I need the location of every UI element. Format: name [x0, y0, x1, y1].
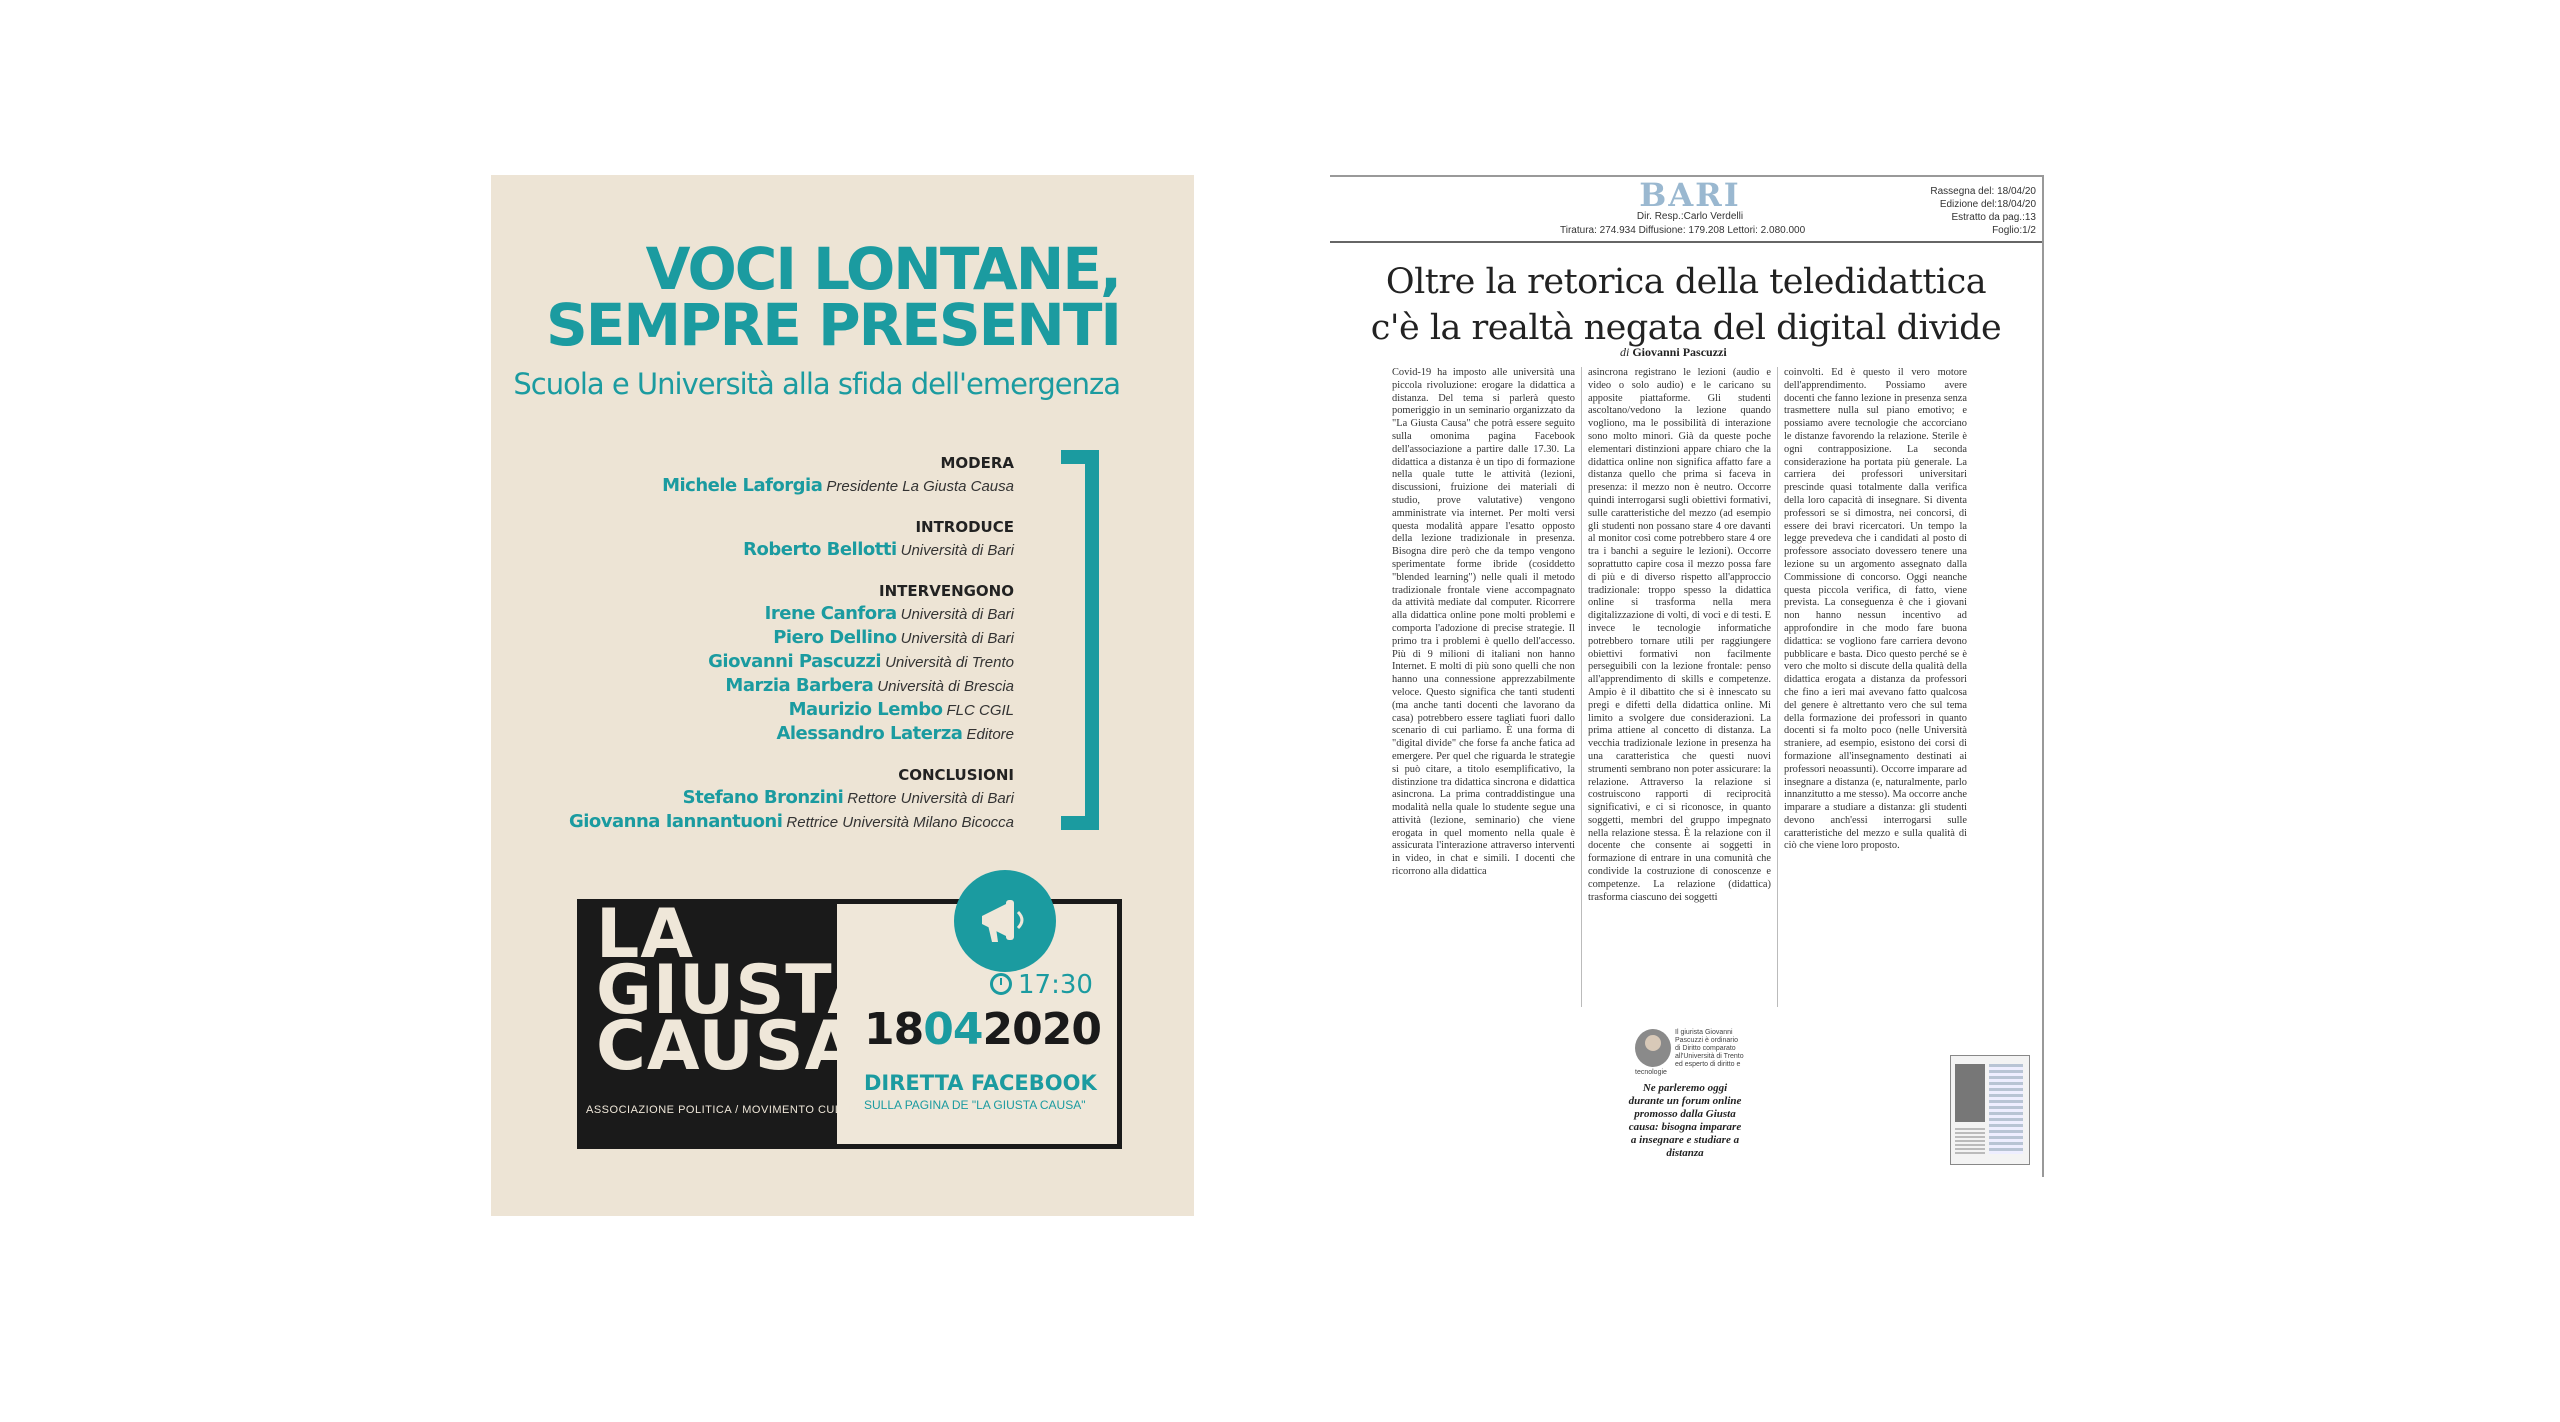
divider [1330, 241, 2042, 243]
live-title: DIRETTA FACEBOOK [864, 1071, 1097, 1095]
speaker [494, 538, 1014, 562]
article-byline [1620, 345, 1727, 360]
date-year: 2020 [982, 1004, 1101, 1055]
rassegna-line: Foglio:1/2 [1992, 225, 2036, 236]
byline-prefix: di [1620, 345, 1630, 359]
speaker [494, 474, 1014, 498]
article-column-2: asincrona registrano le lezioni (audio e video o solo audio) e le caricano su apposite piattaforme. Gli studenti ascoltano/vedono la lezione quando vogliono, ma le possibilità di interazione sono molto minori. Già da queste poche elementari distinzioni appare chiaro che la didattica online non significa affatto fare a distanza quello che prima si faceva in presenza: il mezzo non è neutro. Occorre quindi interrogarsi sugli obiettivi formativi, sulle caratteristiche del mezzo (ad esempio gli studenti non possano stare 4 ore davanti al monitor così come potrebbero stare 4 ore tra i banchi a seguire le lezioni). Occorre soprattutto capire cosa il mezzo possa fare di più e di diverso rispetto all'approccio tradizionale: troppo spesso la didattica online si trasforma nella mera digitalizzazione di volti, di voci e di testi. E invece le tecnologie informatiche potrebbero tornare utili per raggiungere obiettivi formativi non facilmente perseguibili con la lezione frontale: penso all'apprendimento di skills e competenze. Ampio è il dibattito che si è innescato su pregi e difetti della didattica online. Mi limito a svolgere due considerazioni. La prima attiene al concetto di distanza. La vecchia tradizionale lezione in presenza ha una caratteristica che questi nuovi strumenti sembrano non poter assicurare: la relazione. Attraverso la relazione si costruiscono rapporti di reciprocità significativi, e ci si riconosce, in quanto soggetti, membri del gruppo impegnato nella relazione stessa. È la relazione con il docente che consente ai soggetti in formazione di entrare in una comunità che condivide la costruzione di conoscenze e competenze. La relazione (didattica) trasforma ciascuno dei soggetti [1588, 367, 1771, 903]
date-month: 04 [923, 1004, 983, 1055]
speaker-name: Michele Laforgia [662, 475, 823, 496]
logo-word-2: GIUSTA [596, 951, 882, 1030]
speaker-affiliation: Presidente La Giusta Causa [826, 478, 1014, 495]
masthead-title: BARI [1639, 176, 1741, 214]
role-heading: CONCLUSIONI [898, 766, 1014, 784]
poster-subtitle: Scuola e Università alla sfida dell'emergenza [513, 367, 1120, 401]
speaker [494, 698, 1014, 722]
role-group-introduce [494, 516, 1014, 562]
speaker [494, 674, 1014, 698]
caption-text: Il giurista Giovanni Pascuzzi è ordinario di Diritto comparato all'Università di Trento ed esperto di diritto e tecnologie [1635, 1029, 1744, 1076]
speaker-affiliation: Università di Bari [900, 606, 1014, 623]
event-date [864, 1004, 1101, 1055]
column-divider [1777, 367, 1778, 1007]
speaker [494, 650, 1014, 674]
event-poster [491, 175, 1194, 1216]
speaker-name: Irene Canfora [764, 603, 897, 624]
bracket-decoration [1061, 450, 1099, 830]
thumbnail-text [1989, 1064, 2023, 1154]
role-group-modera [494, 452, 1014, 498]
speaker-name: Marzia Barbera [725, 675, 874, 696]
rassegna-line: Edizione del:18/04/20 [1939, 199, 2036, 210]
page-thumbnail [1950, 1055, 2030, 1165]
event-time [990, 970, 1093, 1000]
article-headline [1330, 259, 2042, 351]
speaker-affiliation: Rettrice Università Milano Bicocca [786, 814, 1014, 831]
clock-icon [990, 973, 1012, 995]
role-heading: INTRODUCE [915, 518, 1014, 536]
speaker-affiliation: Università di Trento [885, 654, 1014, 671]
speaker [494, 722, 1014, 746]
live-subtitle: SULLA PAGINA DE "LA GIUSTA CAUSA" [864, 1098, 1086, 1112]
article-column-1: Covid-19 ha imposto alle università una piccola rivoluzione: erogare la didattica a distanza. Del tema si parlerà questo pomeriggio in un seminario organizzato da "La Giusta Causa" che potrà essere seguito sulla omonima pagina Facebook dell'associazione a partire dalle 17.30. La didattica a distanza è un tipo di formazione nella quale tutte le attività (lezioni, discussioni, fruizione dei materiali di studio, prove valutative) vengono amministrate via internet. Per molti versi questa modalità appare l'esatto opposto della lezione tradizionale in presenza. Bisogna dire però che da tempo vengono sperimentate forme ibride (cosiddetto "blended learning") nelle quali il metodo tradizionale frontale viene accompagnato da attività mediate dal computer. Ricorrere alla didattica online pone molti problemi e comporta l'adozione di precise strategie. Il primo tra i problemi è quello dell'accesso. Più di 9 milioni di italiani non hanno Internet. E molti di più sono quelli che non hanno una connessione apprezzabilmente veloce. Questo significa che tanti studenti (ma anche tanti docenti che lavorano da casa) potrebbero essere tagliati fuori dallo scenario di cui parliamo. È una forma di "digital divide" che forse fa anche fatica ad emergere. Per quel che riguarda le strategie si può citare, a titolo esemplificativo, la distinzione tra didattica sincrona e didattica asincrona. La prima contraddistingue una modalità nella quale lo studente segue una attività (lezione, seminario) che viene erogata in quel momento nella quale è assicurata l'interazione attraverso interventi in video, in chat e simili. I docenti che ricorrono alla didattica [1392, 367, 1575, 878]
speaker-name: Giovanna Iannantuoni [568, 811, 783, 832]
speaker-name: Giovanni Pascuzzi [708, 651, 882, 672]
logo-word-3: CAUSA [596, 1007, 859, 1086]
rassegna-line: Estratto da pag.:13 [1951, 212, 2036, 223]
rassegna-line: Rassegna del: 18/04/20 [1930, 186, 2036, 197]
speaker [494, 626, 1014, 650]
role-group-intervengono [494, 580, 1014, 746]
speaker-name: Maurizio Lembo [788, 699, 943, 720]
poster-title-line2: SEMPRE PRESENTI [546, 291, 1120, 359]
speaker [494, 602, 1014, 626]
speaker-affiliation: Rettore Università di Bari [847, 790, 1014, 807]
newspaper-masthead [1620, 176, 1760, 222]
la-giusta-causa-logo [582, 895, 888, 1144]
director: Dir. Resp.:Carlo Verdelli [1636, 211, 1744, 222]
event-time-value: 17:30 [1018, 970, 1093, 1000]
newspaper-clipping [1330, 175, 2044, 1177]
pull-quote: Ne parleremo oggi durante un forum online promosso dalla Giusta causa: bisogna imparare a insegnare e studiare a distanza [1628, 1082, 1742, 1159]
byline-author: Giovanni Pascuzzi [1632, 345, 1727, 359]
article-column-3: coinvolti. Ed è questo il vero motore dell'apprendimento. Possiamo avere docenti che fanno lezione in presenza senza trasmettere nulla sul piano emotivo; e possiamo avere tecnologie che accorciano le distanze favorendo la relazione. Sterile è ogni contrapposizione. La seconda considerazione ha portata più generale. La carriera dei professori universitari prescinde quasi totalmente dalla verifica della loro capacità di insegnare. Si diventa professori se si dimostra, nei concorsi, di essere dei bravi ricercatori. Un tempo la legge prevedeva che i candidati al posto di professore associato dovessero tenere una lezione su un argomento assegnato dalla Commissione di concorso. Oggi neanche questa piccola verifica, di fatto, viene prevista. La conseguenza è che i giovani non hanno nessun incentivo ad approfondire in che modo fare buona didattica: se vogliono fare carriera devono pubblicare e basta. Dico questo perché se è vero che molto si discute della qualità della didattica erogata a distanza da professori che fino a ieri mai avevano fatto qualcosa del genere è altrettanto vero che sul tema della formazione dei professori in quanto docenti si fa molto poco (nelle Università straniere, ad esempio, esistono dei corsi di formazione all'insegnamento destinati ai professori neoassunti). Occorre imparare ad insegnare a distanza (e, naturalmente, parlo innanzitutto a me stesso). Ma occorre anche imparare a studiare a distanza: gli studenti devono anch'essi interrogarsi sulle caratteristiche del mezzo e sulla qualità di ciò che viene loro proposto. [1784, 367, 1967, 852]
circulation-info: Tiratura: 274.934 Diffusione: 179.208 Lettori: 2.080.000 [1560, 225, 1806, 236]
date-day: 18 [864, 1004, 924, 1055]
speaker [494, 786, 1014, 810]
headline-line1: Oltre la retorica della teledidattica [1385, 262, 1987, 302]
megaphone-icon [954, 870, 1056, 972]
author-photo [1635, 1029, 1671, 1067]
speakers-list [494, 452, 1014, 852]
speaker-name: Piero Dellino [773, 627, 897, 648]
speaker-affiliation: FLC CGIL [946, 702, 1014, 719]
column-divider [1581, 367, 1582, 1007]
thumbnail-text [1955, 1128, 1985, 1156]
speaker-affiliation: Università di Bari [900, 542, 1014, 559]
speaker-affiliation: Università di Bari [900, 630, 1014, 647]
event-info-box [577, 895, 1122, 1149]
speaker [494, 810, 1014, 834]
logo-subtitle: ASSOCIAZIONE POLITICA / MOVIMENTO CULTURALE [586, 1104, 888, 1116]
author-photo-caption [1635, 1029, 1745, 1077]
logo-word-1: LA [596, 895, 694, 974]
press-review-info [1930, 185, 2036, 237]
headline-line2: c'è la realtà negata del digital divide [1370, 308, 2002, 348]
speaker-affiliation: Università di Brescia [877, 678, 1014, 695]
speaker-affiliation: Editore [966, 726, 1014, 743]
role-heading: MODERA [940, 454, 1014, 472]
poster-title-line1: VOCI LONTANE, [645, 235, 1120, 303]
role-group-conclusioni [494, 764, 1014, 834]
poster-title [546, 235, 1120, 359]
thumbnail-photo [1955, 1064, 1985, 1122]
role-heading: INTERVENGONO [879, 582, 1014, 600]
speaker-name: Roberto Bellotti [743, 539, 897, 560]
speaker-name: Stefano Bronzini [682, 787, 844, 808]
speaker-name: Alessandro Laterza [776, 723, 963, 744]
